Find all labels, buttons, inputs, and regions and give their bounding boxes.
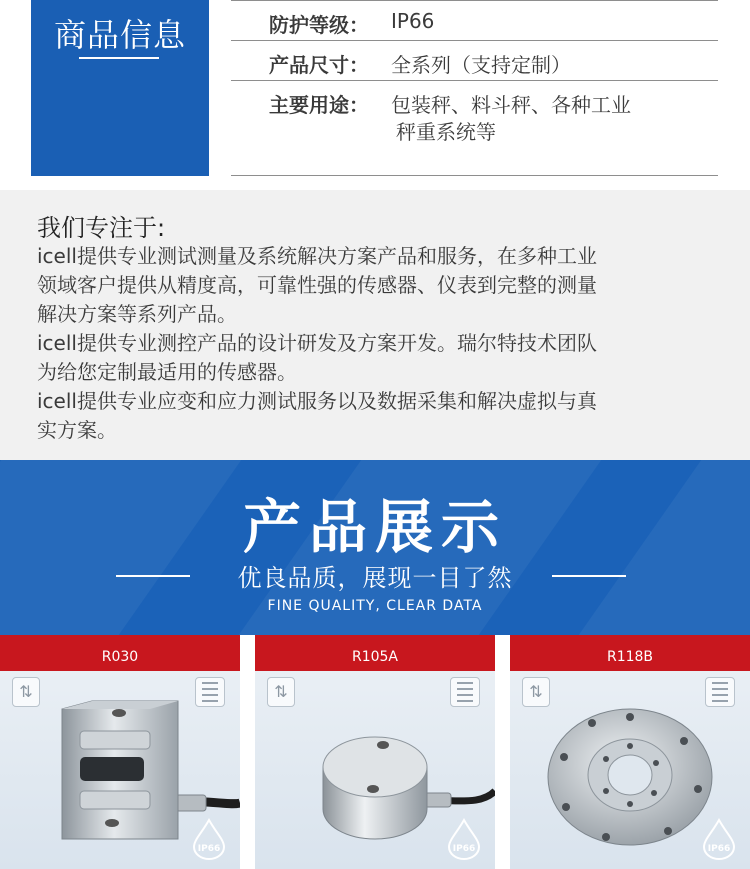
showcase-title: 产品展示 [242,493,507,561]
product-model-label: R118B [510,635,750,671]
ip66-badge-text: IP66 [452,844,476,854]
ip66-badge-text: IP66 [707,844,731,854]
focus-line: 领域客户提供从精度高，可靠性强的传感器、仪表到完整的测量 [37,273,597,297]
spec-label: 防护等级： [269,13,369,37]
ip66-drop-icon [191,818,227,860]
focus-line: 解决方案等系列产品。 [37,302,237,326]
product-model-label: R105A [255,635,495,671]
product-card-r118b[interactable] [510,635,750,869]
ip66-drop-icon [701,818,737,860]
spec-row-protection [231,0,718,41]
subtitle-rule-right [552,575,626,577]
spec-value: IP66 [391,9,435,33]
showcase-subtitle-en: FINE QUALITY, CLEAR DATA [267,598,483,614]
spec-value: 全系列（支持定制） [391,53,571,77]
focus-heading: 我们专注于: [37,214,166,242]
spec-value-line1: 包装秤、料斗秤、各种工业 [391,93,631,117]
title-underline [79,57,159,59]
ip66-badge-text: IP66 [197,844,221,854]
spec-row-usage [231,81,718,176]
focus-line: icell提供专业测试测量及系统解决方案产品和服务，在多种工业 [37,244,597,268]
focus-line: 实方案。 [37,418,117,442]
focus-line: icell提供专业应变和应力测试服务以及数据采集和解决虚拟与真 [37,389,597,413]
product-info-badge [31,0,209,176]
spec-row-size [231,41,718,81]
spec-label: 主要用途： [269,93,369,117]
product-showcase-banner [0,460,750,635]
ip66-drop-icon [446,818,482,860]
product-model-label: R030 [0,635,240,671]
tension-compression-icon: ⇅ [12,677,40,707]
product-card-r105a[interactable] [255,635,495,869]
showcase-subtitle: 优良品质，展现一目了然 [237,564,513,592]
focus-section [0,190,750,460]
product-info-section [0,0,750,190]
product-card-r030[interactable] [0,635,240,869]
focus-line: icell提供专业测控产品的设计研发及方案开发。瑞尔特技术团队 [37,331,597,355]
tension-compression-icon: ⇅ [267,677,295,707]
product-gallery [0,635,750,869]
spec-value-line2: 秤重系统等 [396,120,496,144]
focus-line: 为给您定制最适用的传感器。 [37,360,297,384]
product-info-title: 商品信息 [53,16,186,54]
tension-compression-icon: ⇅ [522,677,550,707]
spec-label: 产品尺寸： [269,53,369,77]
